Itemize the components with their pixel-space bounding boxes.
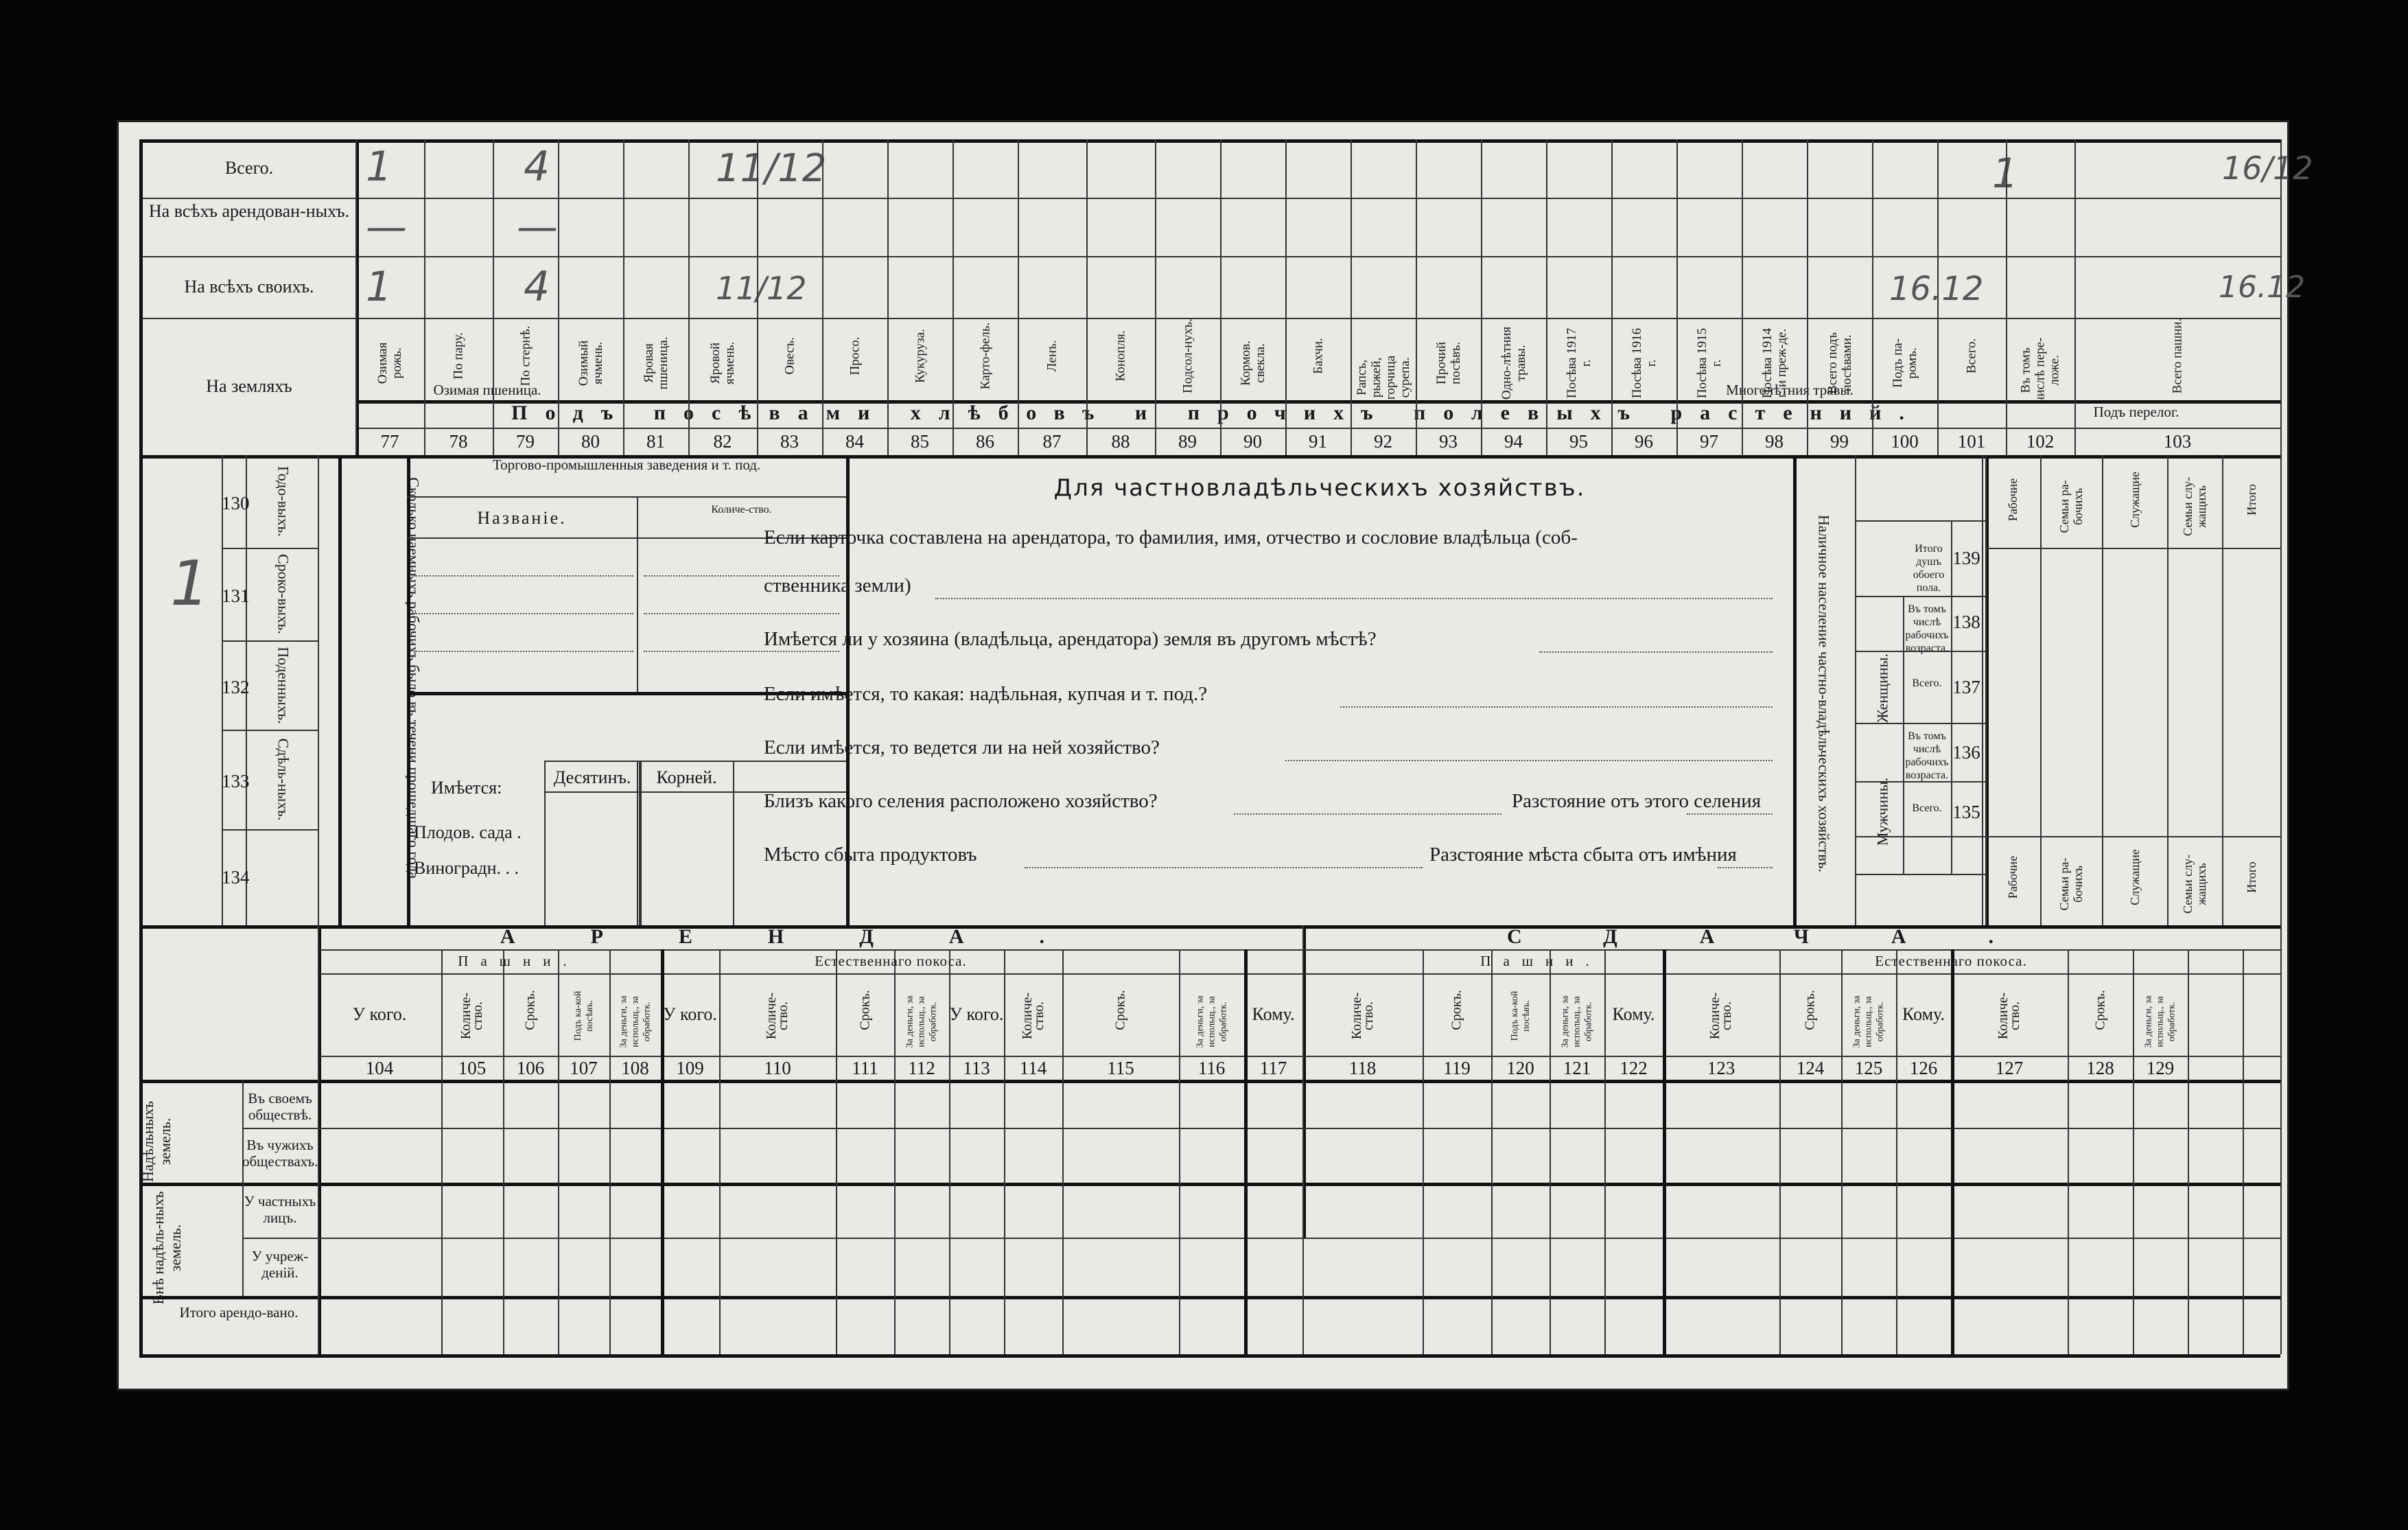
num-138: 138 (1952, 612, 1980, 632)
bottom-col-num: 114 (1019, 1058, 1047, 1078)
top-col-header: Посѣва 1915 г. (1694, 327, 1724, 399)
itogo-dush: Итого душъ обоего пола. (1913, 543, 1945, 594)
right-col-header-top: Служащие (2127, 472, 2142, 528)
center-line1: Если карточка составлена на арендатора, то фамилия, имя, отчество и сословие владѣльца (соб- (764, 526, 1578, 548)
bottom-col-num: 124 (1796, 1058, 1825, 1078)
col-godovykh: Годо-выхъ. (274, 466, 292, 537)
row-vchuzhikh: Въ чужихъ обществахъ. (242, 1137, 318, 1170)
bottom-col-num: 115 (1107, 1058, 1134, 1078)
num-132: 132 (222, 677, 250, 697)
bottom-col-num: 104 (365, 1058, 394, 1078)
row-group-vne: Внѣ надѣль-ныхъ земель. (150, 1191, 184, 1305)
num-131: 131 (222, 586, 250, 606)
top-col-num: 98 (1765, 431, 1784, 452)
top-col-header: Карто-фель. (978, 322, 992, 390)
top-col-header: Ленъ. (1044, 340, 1060, 372)
bottom-col-header: Количе-ство. (1996, 992, 2022, 1040)
top-col-num: 82 (713, 431, 732, 452)
top-col-header: Рапсъ, рыжей, горчица сурепа. (1354, 355, 1412, 400)
row-u-uchrezh: У учреж-деній. (251, 1248, 309, 1281)
top-col-num: 88 (1111, 431, 1130, 452)
top-col-header: Озимый ячмень. (576, 340, 605, 386)
vinogradn-label: Виноградн. . . (414, 858, 519, 878)
center-line6b: Разстояние отъ этого селения (1512, 790, 1762, 812)
bottom-col-num: 105 (458, 1058, 487, 1078)
col-podennykh: Поденныхъ. (274, 647, 292, 724)
top-col-num: 94 (1504, 431, 1523, 452)
num-130: 130 (222, 493, 250, 513)
hw-vsego-par: 4 (524, 143, 550, 191)
bottom-col-header: Кому. (1902, 1004, 1945, 1024)
bottom-col-num: 117 (1259, 1058, 1287, 1078)
top-col-header: Яровой ячмень. (708, 341, 737, 385)
bottom-col-header: Количе-ство. (1707, 992, 1734, 1040)
top-col-header: Яровая пшеница. (641, 336, 670, 390)
bottom-col-header: Срокъ. (2092, 990, 2107, 1030)
bottom-col-header: Количе-ство. (764, 992, 791, 1040)
bottom-col-header: За деньги, за испольщ., за обработк. (1851, 995, 1886, 1048)
right-col-header-bottom: Итого (2244, 861, 2258, 893)
census-card (117, 120, 2313, 1391)
torg-title: Торгово-промышленныя заведения и т. под. (492, 456, 761, 473)
group-mnogolet: Многолѣтния травы. (1726, 382, 1854, 398)
center-line3: Имѣется ли у хозяина (владѣльца, арендатора) земля въ другомъ мѣстѣ? (764, 628, 1377, 650)
label-muzhchiny: Мужчины. (1873, 777, 1891, 846)
center-line5: Если имѣется, то ведется ли на ней хозяйство? (764, 737, 1160, 758)
top-col-header: Прочий посѣвъ. (1434, 341, 1463, 385)
bottom-col-header: Количе-ство. (1348, 992, 1376, 1040)
col-srokovykh: Сроко-выхъ. (274, 554, 292, 634)
center-line7a: Мѣсто сбыта продуктовъ (764, 844, 977, 866)
hw-svoi-yach: 11/12 (716, 270, 807, 307)
v-tom-chisle-2: Въ томъ числѣ рабочихъ возраста. (1905, 730, 1949, 781)
bottom-col-header: У кого. (352, 1004, 407, 1024)
top-col-num: 95 (1569, 431, 1588, 452)
row-label-vsego: Всего. (224, 158, 274, 178)
bottom-group-heading: Пашни. (458, 953, 579, 969)
col-sdelnykh: Сдѣль-ныхъ. (274, 738, 292, 821)
bottom-col-header: Срокъ. (522, 990, 538, 1030)
group-perelog: Подъ перелог. (2093, 404, 2179, 420)
hw-left-mark: 1 (170, 548, 210, 620)
bottom-col-header: Подъ ка-кой посѣвъ. (1509, 990, 1532, 1041)
top-col-num: 84 (845, 431, 864, 452)
bottom-group-heading: Пашни. (1480, 953, 1602, 969)
bottom-col-num: 119 (1443, 1058, 1471, 1078)
right-col-header-bottom: Семьи слу-жащихъ (2181, 855, 2208, 914)
bottom-col-header: За деньги, за испольщ., за обработк. (618, 995, 652, 1048)
bottom-col-header: Срокъ. (1112, 990, 1128, 1030)
top-col-header: Посѣва 1914 г. и преж-де. (1760, 327, 1789, 399)
field-market-distance[interactable] (1718, 867, 1773, 868)
hw-vsego-posev: 16.12 (1889, 270, 1984, 308)
hw-vsego-rozh: 1 (366, 143, 393, 191)
right-col-header-top: Семьи ра-бочихъ (2057, 480, 2085, 533)
arenda-title: АРЕНДА. (500, 925, 1121, 948)
bottom-col-num: 123 (1707, 1058, 1735, 1078)
num-134: 134 (222, 867, 250, 888)
top-col-header: Всего пашни. (2170, 318, 2185, 394)
num-136: 136 (1952, 742, 1980, 763)
top-col-header: Конопля. (1113, 330, 1128, 382)
top-col-num: 81 (646, 431, 665, 452)
top-col-num: 78 (449, 431, 468, 452)
center-line6a: Близъ какого селения расположено хозяйство? (764, 790, 1158, 812)
bottom-col-header: Кому. (1612, 1004, 1655, 1024)
imeetsya-label: Имѣется: (431, 778, 502, 798)
top-col-num: 101 (1957, 431, 1986, 452)
num-133: 133 (222, 771, 250, 791)
bottom-col-num: 112 (908, 1058, 935, 1078)
top-col-header: Кукуруза. (913, 329, 927, 383)
top-col-num: 92 (1374, 431, 1392, 452)
row-group-nadelnykh: Надѣльныхъ земель. (139, 1101, 174, 1182)
sdacha-title: СДАЧА. (1506, 925, 2077, 948)
desyatin-label: Десятинъ. (553, 767, 631, 787)
top-col-num: 89 (1178, 431, 1197, 452)
bottom-col-num: 125 (1854, 1058, 1883, 1078)
row-u-chastnykh: У частныхъ лицъ. (244, 1193, 316, 1226)
top-col-header: Озимая рожь. (375, 342, 404, 384)
row-label-arend: На всѣхъ арендован-ныхъ. (148, 201, 350, 221)
bottom-col-header: У кого. (663, 1004, 717, 1024)
num-135: 135 (1952, 802, 1980, 822)
right-col-header-top: Итого (2244, 484, 2258, 515)
right-col-header-top: Рабочие (2006, 478, 2020, 522)
hw-svoi-rozh: 1 (366, 263, 393, 311)
top-col-header: Посѣва 1917 г. (1564, 327, 1593, 399)
top-col-num: 102 (2026, 431, 2055, 452)
hw-pashni-total: 16/12 (2222, 150, 2313, 187)
hw-arend-rozh: — (366, 203, 407, 251)
top-col-num: 96 (1635, 431, 1653, 452)
torg-nazvanie: Названіе. (477, 508, 567, 528)
top-col-header: Подъ па-ромъ. (1890, 338, 1919, 388)
bottom-col-num: 126 (1909, 1058, 1938, 1078)
right-col-header-bottom: Семьи ра-бочихъ (2057, 857, 2085, 911)
bottom-col-header: Количе-ство. (458, 992, 485, 1040)
hw-arend-par: — (517, 203, 558, 251)
korney-label: Корней. (656, 767, 717, 787)
bottom-col-num: 122 (1620, 1058, 1648, 1078)
field-farming[interactable] (1285, 760, 1773, 761)
top-col-num: 77 (380, 431, 399, 452)
top-col-header: Въ томъ числѣ пере-ложе. (2018, 337, 2062, 404)
top-col-header: Подсол-нухъ. (1180, 318, 1195, 393)
v-tom-chisle-1: Въ томъ числѣ рабочихъ возраста. (1905, 603, 1949, 654)
torg-kolichestvo: Количе-ство. (711, 504, 772, 515)
top-col-num: 85 (911, 431, 929, 452)
group-ozimaya: Озимая пшеница. (433, 382, 541, 398)
bottom-col-header: Срокъ. (1449, 990, 1464, 1030)
hw-svoi-par: 4 (524, 263, 550, 311)
top-col-header: Просо. (848, 336, 862, 375)
bottom-col-num: 127 (1995, 1058, 2024, 1078)
hw-pod-parom: 1 (1992, 150, 2019, 198)
bottom-col-num: 111 (852, 1058, 878, 1078)
bottom-col-num: 120 (1506, 1058, 1534, 1078)
top-col-num: 91 (1309, 431, 1327, 452)
right-col-header-top: Семьи слу-жащихъ (2181, 477, 2208, 536)
row-vsvoem: Въ своемъ обществѣ. (248, 1090, 312, 1123)
band-title: Подъ посѣвами хлѣбовъ и прочихъ полевыхъ растений. (511, 402, 1922, 424)
num-139: 139 (1952, 548, 1980, 568)
bottom-col-num: 106 (516, 1058, 545, 1078)
center-title: Для частновладѣльческихъ хозяйствъ. (1053, 474, 1586, 502)
label-zhenshchiny: Женщины. (1873, 653, 1891, 723)
field-other-land[interactable] (1539, 651, 1773, 653)
top-col-num: 90 (1243, 431, 1262, 452)
vertical-hired-workers: Сколько наемныхъ рабочихъ было въ течени прошедшаго года. (405, 477, 423, 883)
bottom-col-num: 118 (1348, 1058, 1377, 1078)
bottom-group-heading: Естественнаго покоса. (815, 953, 967, 969)
bottom-col-header: Подъ ка-кой посѣвъ. (572, 990, 595, 1041)
center-line7b: Разстояние мѣста сбыта отъ имѣния (1429, 844, 1737, 866)
top-col-num: 93 (1439, 431, 1458, 452)
bottom-col-num: 108 (621, 1058, 649, 1078)
bottom-col-header: Кому. (1252, 1004, 1295, 1024)
field-market[interactable] (1025, 867, 1423, 868)
hw-pashni-svoi: 16.12 (2219, 270, 2305, 305)
center-line2: ственника земли) (764, 575, 911, 596)
top-col-num: 86 (976, 431, 994, 452)
top-col-header: Кормов. свекла. (1238, 340, 1267, 386)
top-col-num: 100 (1891, 431, 1919, 452)
top-col-header: Всего подъ посѣвами. (1825, 332, 1854, 394)
top-col-num: 97 (1700, 431, 1718, 452)
vsego-m: Всего. (1912, 802, 1942, 814)
top-col-num: 87 (1042, 431, 1062, 452)
field-land-type[interactable] (1340, 706, 1773, 708)
bottom-col-header: Срокъ. (1802, 990, 1818, 1030)
right-col-header-bottom: Рабочие (2006, 855, 2020, 899)
num-137: 137 (1952, 677, 1980, 697)
top-col-header: По пару. (451, 332, 466, 380)
bottom-col-num: 113 (963, 1058, 990, 1078)
vsego-zh: Всего. (1912, 677, 1942, 689)
center-line4: Если имѣется, то какая: надѣльная, купчая и т. под.? (764, 683, 1208, 705)
bottom-group-heading: Естественнаго покоса. (1875, 953, 2027, 969)
hw-vsego-yach: 11/12 (716, 146, 827, 191)
field-village-distance[interactable] (1687, 813, 1773, 815)
field-owner[interactable] (935, 598, 1773, 599)
top-col-num: 103 (2163, 431, 2192, 452)
field-village[interactable] (1234, 813, 1501, 815)
top-col-num: 83 (780, 431, 799, 452)
bottom-col-num: 128 (2086, 1058, 2114, 1078)
bottom-col-header: Количе-ство. (1019, 992, 1047, 1040)
bottom-col-header: Срокъ. (857, 990, 872, 1030)
top-col-num: 80 (581, 431, 600, 452)
bottom-col-header: За деньги, за испольщ., за обработк. (2143, 995, 2177, 1048)
row-itogo: Итого арендо-вано. (179, 1304, 299, 1321)
bottom-col-num: 109 (676, 1058, 704, 1078)
bottom-col-num: 121 (1563, 1058, 1591, 1078)
top-col-num: 99 (1830, 431, 1849, 452)
top-col-header: Одно-лѣтния травы. (1499, 326, 1528, 400)
top-col-header: Бахчи. (1311, 338, 1325, 374)
top-col-header: Овесъ. (782, 337, 797, 375)
top-col-header: Посѣва 1916 г. (1629, 327, 1659, 399)
top-col-header: Всего. (1964, 338, 1979, 374)
bottom-col-header: За деньги, за испольщ., за обработк. (1560, 995, 1594, 1048)
top-col-num: 79 (516, 431, 535, 452)
vertical-population: Наличное население частно-владѣльческихъ хозяйствъ. (1815, 515, 1833, 872)
bottom-col-num: 107 (570, 1058, 598, 1078)
bottom-col-num: 129 (2146, 1058, 2175, 1078)
top-col-header: По стернѣ. (518, 325, 533, 386)
right-col-header-bottom: Служащие (2127, 849, 2142, 905)
bottom-col-num: 110 (764, 1058, 791, 1078)
bottom-col-header: За деньги, за испольщ., за обработк. (1195, 995, 1228, 1048)
bottom-col-header: У кого. (949, 1004, 1004, 1024)
row-label-na-zemlyakh: На земляхъ (206, 376, 292, 396)
bottom-col-num: 116 (1197, 1058, 1226, 1078)
plodov-sada-label: Плодов. сада . (414, 822, 522, 842)
bottom-col-header: За деньги, за испольщ., за обработк. (904, 995, 939, 1048)
row-label-svoi: На всѣхъ своихъ. (184, 277, 314, 297)
